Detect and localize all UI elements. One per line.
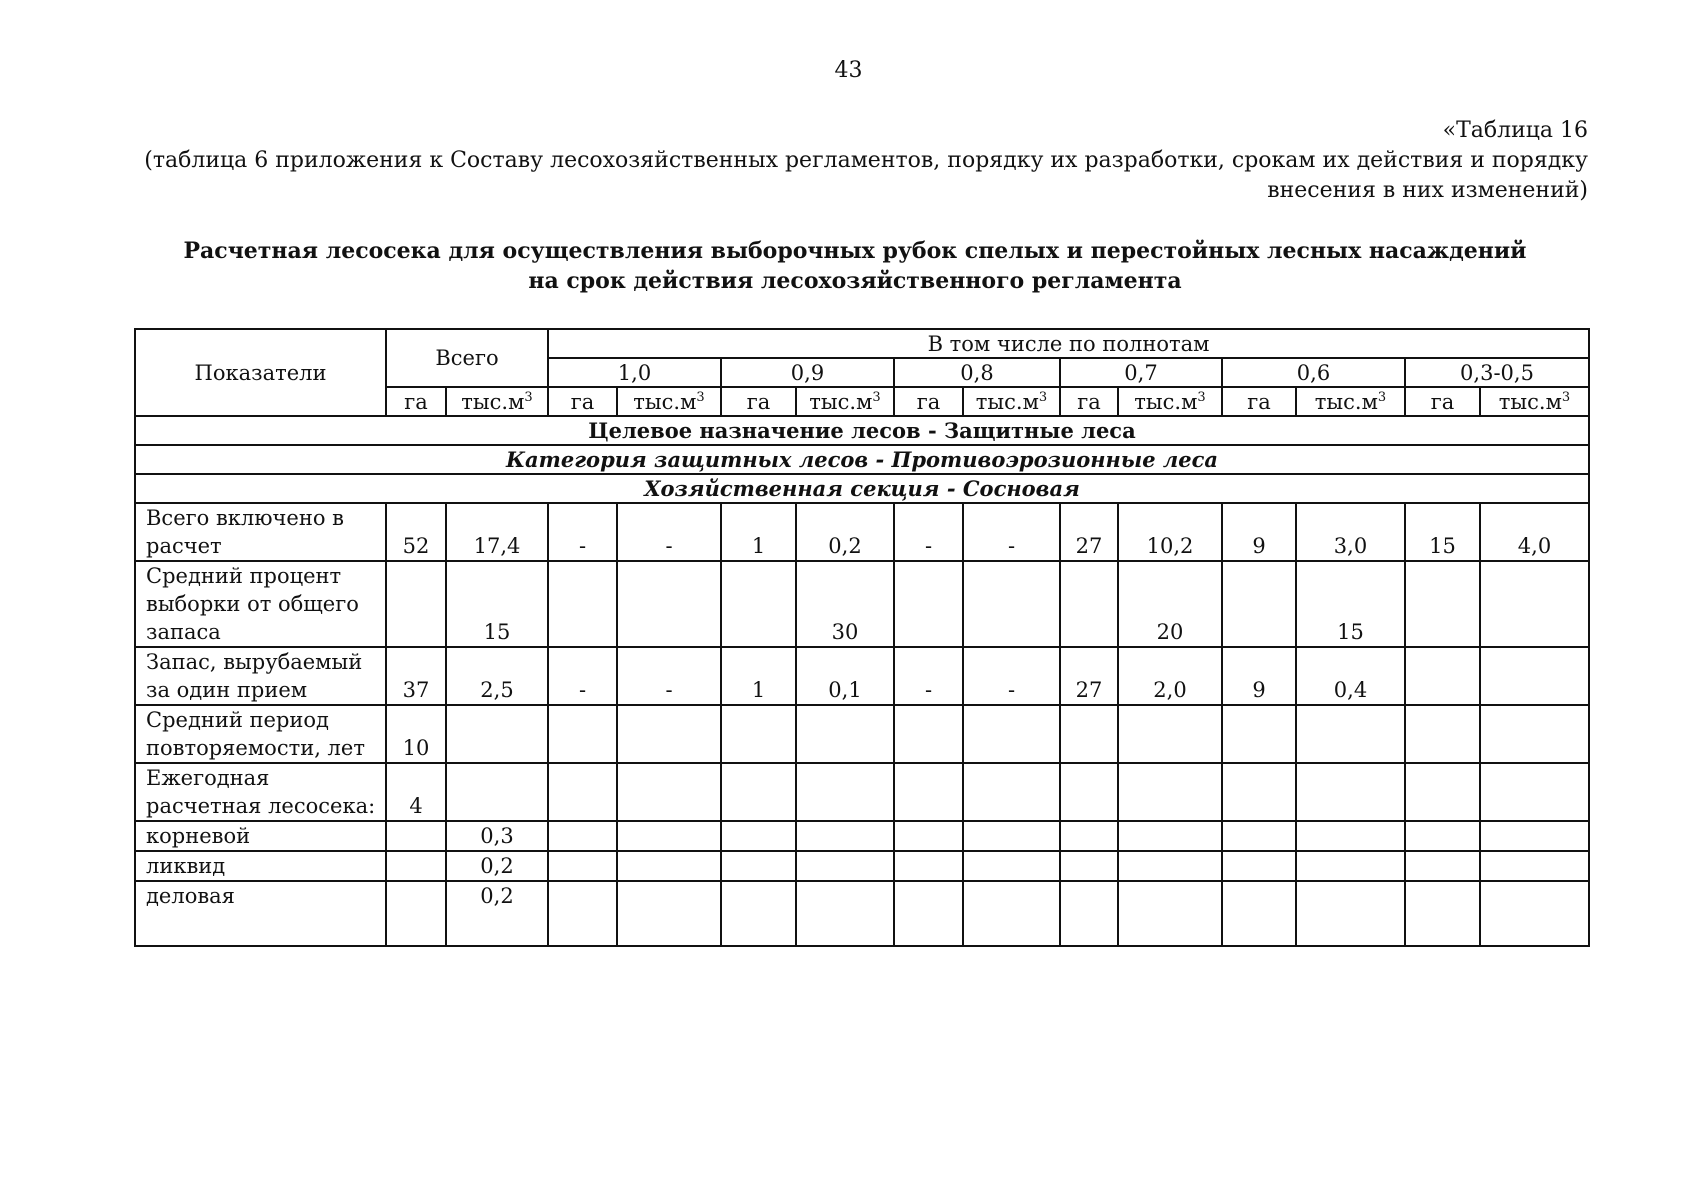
table-cell: - [617,647,721,705]
table-cell [1296,705,1405,763]
table-cell [894,821,963,851]
table-cell: - [548,503,617,561]
unit-volume-exponent: 3 [1038,389,1048,405]
header-density: 0,8 [894,358,1060,387]
section-category: Категория защитных лесов - Противоэрозионные леса [135,445,1589,474]
header-by-density: В том числе по полнотам [548,329,1589,358]
table-cell [1060,561,1118,647]
unit-volume-exponent: 3 [872,389,881,405]
table-cell [548,705,617,763]
table-cell [721,881,796,946]
table-cell [1222,561,1296,647]
table-cell [1480,763,1589,821]
unit-volume [446,387,548,416]
unit-volume-exponent: 3 [1197,389,1206,405]
unit-volume-text: тыс.м [975,389,1039,414]
unit-volume-text: тыс.м [809,389,873,414]
table-cell [1480,705,1589,763]
row-label: Средний период повторяемости, лет [135,705,386,763]
table-row [135,705,1589,763]
unit-volume-text: тыс.м [633,389,697,414]
table-cell [386,851,446,881]
table-cell [963,881,1060,946]
unit-ha: га [1060,387,1118,416]
table-cell: 15 [1405,503,1480,561]
table-cell [1480,881,1589,946]
header-density: 0,7 [1060,358,1222,387]
table-cell: 52 [386,503,446,561]
unit-ha: га [894,387,963,416]
table-cell [1060,881,1118,946]
row-label: Всего включено в расчет [135,503,386,561]
table-cell: 37 [386,647,446,705]
unit-volume-text: тыс.м [1134,389,1198,414]
table-cell [796,821,894,851]
table-cell: 1 [721,503,796,561]
table-cell: 1 [721,647,796,705]
table-cell [1405,763,1480,821]
table-cell [617,763,721,821]
table-cell [1118,821,1222,851]
table-cell [386,821,446,851]
row-label: Запас, вырубаемый за один прием [135,647,386,705]
unit-volume [617,387,721,416]
table-cell [1405,881,1480,946]
section-purpose: Целевое назначение лесов - Защитные леса [135,416,1589,445]
unit-volume [1480,387,1589,416]
table-cell [617,705,721,763]
table-cell: 0,2 [446,881,548,946]
table-cell [386,881,446,946]
table-cell [721,763,796,821]
table-cell [1480,561,1589,647]
allowable-cut-table-container [134,328,1588,947]
table-cell [1405,561,1480,647]
unit-ha: га [386,387,446,416]
table-cell: - [617,503,721,561]
table-cell [721,705,796,763]
table-cell: 3,0 [1296,503,1405,561]
table-cell: 30 [796,561,894,647]
table-cell [548,561,617,647]
document-title: Расчетная лесосека для осуществления выборочных рубок спелых и перестойных лесных насаждений на срок действия лесохозяйственного регламента [183,238,1527,294]
table-cell: 27 [1060,503,1118,561]
table-row [135,503,1589,561]
table-reference [138,116,1588,206]
table-cell [796,705,894,763]
table-cell [1405,705,1480,763]
header-density: 0,3-0,5 [1405,358,1589,387]
table-cell [1296,763,1405,821]
unit-volume-text: тыс.м [1498,389,1562,414]
table-cell [1296,881,1405,946]
table-cell: - [963,647,1060,705]
table-cell [1060,851,1118,881]
table-cell [1060,763,1118,821]
table-cell [796,851,894,881]
table-cell: 10 [386,705,446,763]
table-cell [963,821,1060,851]
table-cell [721,821,796,851]
table-cell: 4 [386,763,446,821]
table-cell [894,763,963,821]
table-cell [1222,705,1296,763]
header-total: Всего [386,329,548,387]
table-cell: 9 [1222,647,1296,705]
table-cell: 2,5 [446,647,548,705]
table-cell [386,561,446,647]
unit-ha: га [721,387,796,416]
table-cell [796,763,894,821]
row-label: корневой [135,821,386,851]
row-label: деловая [135,881,386,946]
unit-ha: га [1222,387,1296,416]
table-cell [1118,763,1222,821]
table-cell [963,763,1060,821]
table-cell: 4,0 [1480,503,1589,561]
table-cell: 20 [1118,561,1222,647]
table-row [135,821,1589,851]
table-cell [617,881,721,946]
table-cell: 0,3 [446,821,548,851]
table-cell [1480,647,1589,705]
table-cell: 2,0 [1118,647,1222,705]
unit-volume-exponent: 3 [696,389,705,405]
table-cell [894,561,963,647]
section-economic-unit: Хозяйственная секция - Сосновая [135,474,1589,503]
table-cell: 0,1 [796,647,894,705]
table-cell [894,705,963,763]
table-cell: - [548,647,617,705]
table-cell [1222,851,1296,881]
table-cell [1222,763,1296,821]
unit-volume-exponent: 3 [1377,389,1387,405]
table-cell [963,561,1060,647]
table-cell: - [894,647,963,705]
table-source-note: (таблица 6 приложения к Составу лесохозяйственных регламентов, порядку их разработки, срокам их действия и порядку внесения в них изменений) [144,148,1588,203]
table-cell [1480,821,1589,851]
table-cell [1060,705,1118,763]
table-cell: 9 [1222,503,1296,561]
page-number: 43 [834,58,863,83]
unit-volume [1118,387,1222,416]
table-cell: 15 [1296,561,1405,647]
table-cell: 17,4 [446,503,548,561]
header-indicators: Показатели [135,329,386,416]
table-number: «Таблица 16 [1442,118,1588,143]
row-label: ликвид [135,851,386,881]
unit-volume-text: тыс.м [461,389,525,414]
table-cell: 10,2 [1118,503,1222,561]
unit-volume [1296,387,1405,416]
table-cell [617,821,721,851]
table-cell [1405,851,1480,881]
table-cell [548,821,617,851]
table-cell: - [963,503,1060,561]
table-cell [894,881,963,946]
table-cell [617,851,721,881]
table-cell [1118,851,1222,881]
unit-volume-text: тыс.м [1314,389,1378,414]
unit-ha: га [1405,387,1480,416]
table-cell [1222,821,1296,851]
table-row [135,647,1589,705]
table-cell [963,851,1060,881]
unit-volume-exponent: 3 [524,389,533,405]
table-cell [446,705,548,763]
table-cell [1118,705,1222,763]
table-cell [894,851,963,881]
unit-ha: га [548,387,617,416]
table-row [135,881,1589,946]
header-density: 0,9 [721,358,894,387]
header-density: 1,0 [548,358,721,387]
table-cell [721,561,796,647]
table-cell [1405,647,1480,705]
table-cell [446,763,548,821]
table-cell: - [894,503,963,561]
unit-volume [796,387,894,416]
table-cell [796,881,894,946]
table-row [135,561,1589,647]
table-cell [1405,821,1480,851]
table-cell [963,705,1060,763]
table-row [135,763,1589,821]
table-cell [721,851,796,881]
table-cell [548,763,617,821]
table-cell [1118,881,1222,946]
allowable-cut-table [134,328,1590,947]
table-row [135,851,1589,881]
row-label: Ежегодная расчетная лесосека: [135,763,386,821]
table-cell [548,881,617,946]
table-cell: 27 [1060,647,1118,705]
table-cell [617,561,721,647]
unit-volume [963,387,1060,416]
table-cell: 0,2 [446,851,548,881]
table-cell [1296,821,1405,851]
unit-volume-exponent: 3 [1561,389,1571,405]
table-cell [1060,821,1118,851]
row-label: Средний процент выборки от общего запаса [135,561,386,647]
table-cell [548,851,617,881]
table-cell: 0,2 [796,503,894,561]
table-cell [1296,851,1405,881]
table-cell: 15 [446,561,548,647]
header-density: 0,6 [1222,358,1405,387]
table-cell [1222,881,1296,946]
table-cell [1480,851,1589,881]
table-cell: 0,4 [1296,647,1405,705]
